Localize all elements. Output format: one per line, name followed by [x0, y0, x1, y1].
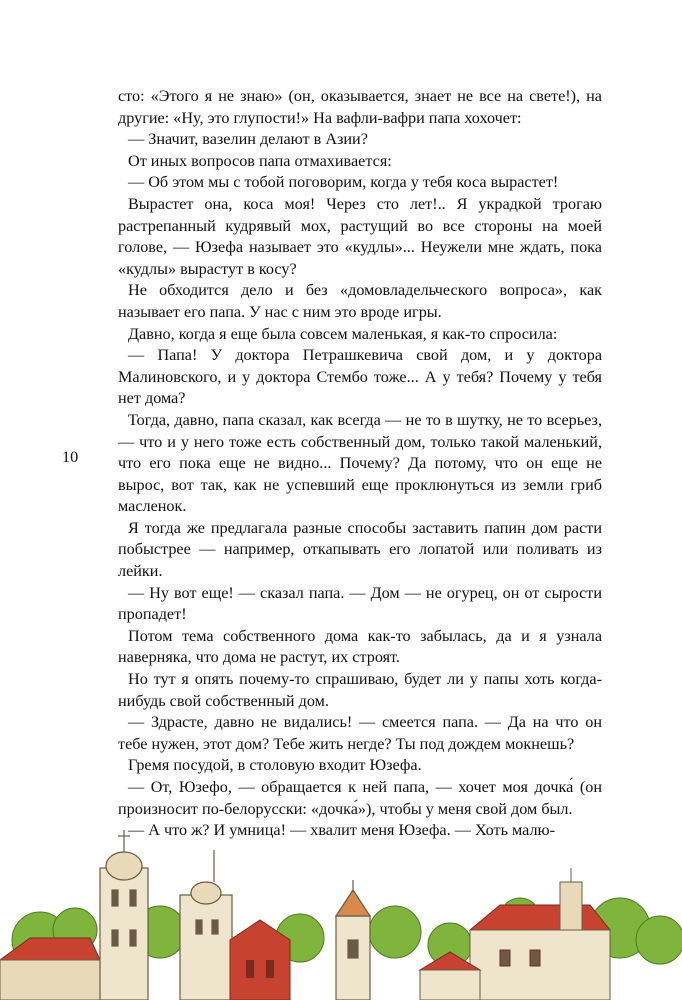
paragraph: Но тут я опять почему-то спрашиваю, будет ли у папы хоть когда-нибудь свой собственный дом.	[118, 670, 602, 710]
line-number: 10	[62, 448, 79, 466]
paragraph: Гремя посудой, в столовую входит Юзефа.	[128, 756, 422, 775]
body-text	[118, 86, 602, 842]
paragraph: Вырастет она, коса моя! Через сто лет!.. Я украдкой трогаю растрепанный кудрявый мох, растущий во все стороны на моей голове, — Юзефа называет это «кудлы»... Неужели мне ждать, пока «кудлы» вырастут в косу?	[118, 194, 602, 278]
paragraph: Я тогда же предлагала разные способы заставить папин дом расти побыстрее — например, откапывать его лопатой или поливать из лейки.	[118, 518, 602, 581]
paragraph: — Значит, вазелин делают в Азии?	[128, 130, 368, 149]
paragraph: Тогда, давно, папа сказал, как всегда — не то в шутку, не то всерьез, — что и у него тоже есть собственный дом, только такой маленький, что его пока еще не видно... Почему? Да потому, что он еще не вырос, вот так, как не успевший еще проклюнуться из земли гриб масленок.	[118, 410, 602, 516]
paragraph: — Об этом мы с тобой поговорим, когда у тебя коса вырастет!	[128, 173, 559, 192]
paragraph: — Папа! У доктора Петрашкевича свой дом, и у доктора Малиновского, и у доктора Стембо тоже... А у тебя? Почему у тебя нет дома?	[118, 346, 602, 408]
paragraph: — Здрасте, давно не видались! — смеется папа. — Да на что он тебе нужен, этот дом? Тебе жить негде? Ты под дождем мокнешь?	[118, 713, 602, 753]
paragraph: Не обходится дело и без «домовладельческого вопроса», как называет его папа. У нас с ним это вроде игры.	[118, 281, 602, 321]
center-tower	[336, 880, 370, 1000]
paragraph: Потом тема собственного дома как-то забылась, да и я узнала наверняка, что дома не растут, их строят.	[118, 626, 602, 667]
paragraph: — А что ж? И умница! — хвалит меня Юзефа. — Хоть малю-	[128, 821, 556, 840]
paragraph: — Ну вот еще! — сказал папа. — Дом — не огурец, он от сырости пропадет!	[118, 583, 602, 624]
paragraph: От иных вопросов папа отмахивается:	[128, 151, 392, 170]
town-skyline-illustration	[0, 820, 682, 1000]
paragraph: Давно, когда я еще была совсем маленькая, я как-то спросила:	[128, 324, 558, 343]
paragraph: — От, Юзефо, — обращается к ней папа, — хочет моя дочка́ (он произносит по-белорусски: «дочка́»), чтобы у меня свой дом был.	[118, 778, 602, 818]
paragraph: сто: «Этого я не знаю» (он, оказывается, знает не все на свете!), на другие: «Ну, это глупости!» На вафли-вафри папа хохочет:	[118, 87, 602, 127]
